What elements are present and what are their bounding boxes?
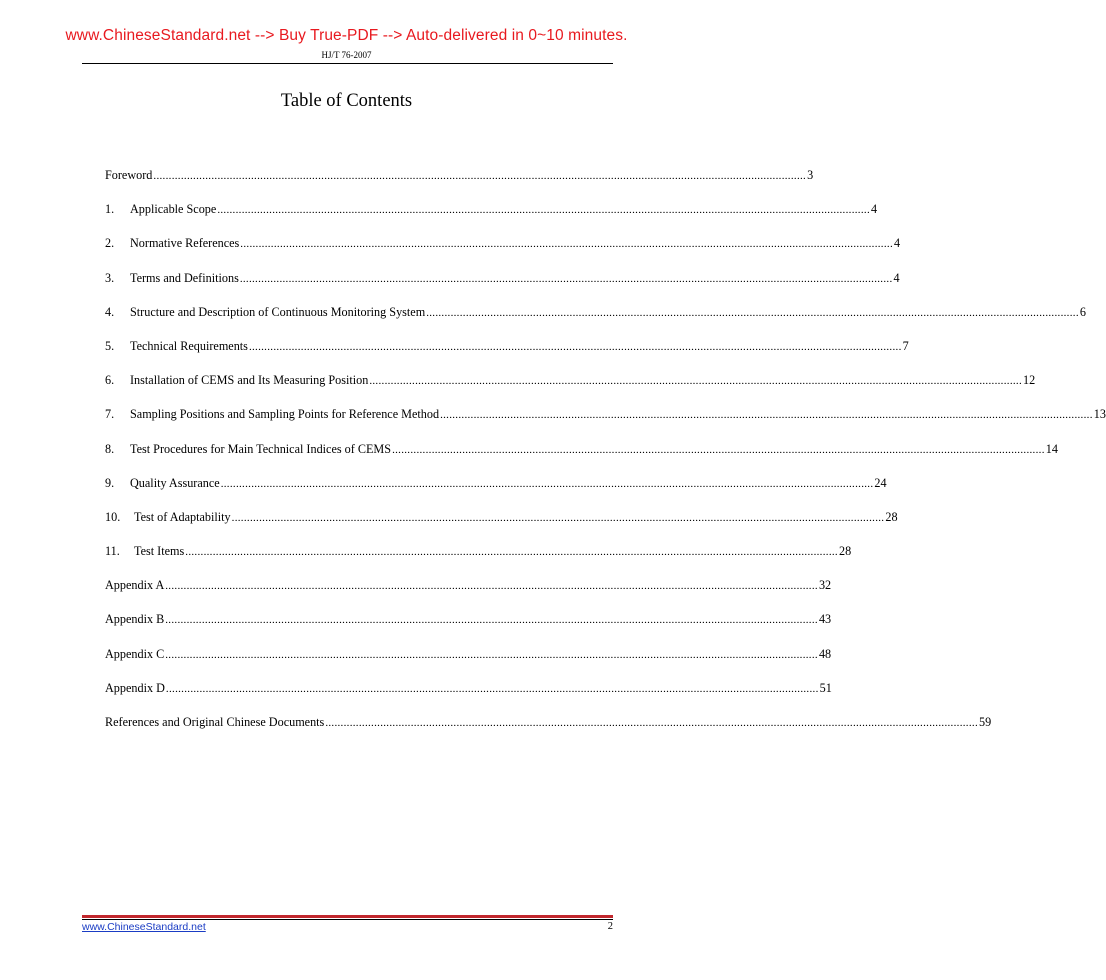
toc-entry-number: 1. — [105, 202, 115, 217]
toc-entry-title: Appendix B — [105, 612, 165, 627]
toc-entry-references[interactable] — [105, 712, 992, 746]
toc-entry-title: Test Items — [134, 544, 185, 559]
toc-dot-leader: ...................................................................................................................................................................................................................... — [248, 340, 902, 353]
toc-entry-page: 4 — [871, 202, 878, 217]
toc-entry-page: 4 — [893, 270, 900, 285]
toc-entry-title: Normative References — [130, 236, 240, 251]
toc-entry-9[interactable] — [105, 473, 887, 507]
toc-dot-leader: ...................................................................................................................................................................................................................... — [165, 614, 818, 627]
toc-dot-leader: ...................................................................................................................................................................................................................... — [231, 511, 885, 524]
toc-entry-number: 3. — [105, 270, 115, 285]
toc-list — [105, 165, 1106, 746]
toc-entry-title: Test of Adaptability — [134, 509, 231, 524]
toc-entry-number: 9. — [105, 475, 115, 490]
toc-entry-number: 6. — [105, 373, 115, 388]
toc-entry-number: 7. — [105, 407, 115, 422]
toc-entry-4[interactable] — [105, 302, 1086, 336]
toc-entry-2[interactable] — [105, 233, 901, 267]
toc-dot-leader: ...................................................................................................................................................................................................................... — [239, 272, 893, 285]
toc-entry-10[interactable] — [105, 507, 898, 541]
toc-dot-leader: ...................................................................................................................................................................................................................... — [165, 682, 819, 695]
toc-dot-leader: ...................................................................................................................................................................................................................... — [165, 648, 818, 661]
toc-entry-11[interactable] — [105, 541, 852, 575]
toc-entry-number: 8. — [105, 441, 115, 456]
toc-entry-title: Installation of CEMS and Its Measuring Position — [130, 373, 369, 388]
toc-entry-page: 48 — [818, 646, 832, 661]
toc-entry-page: 24 — [874, 475, 887, 490]
standard-code: HJ/T 76-2007 — [321, 50, 372, 60]
toc-entry-5[interactable] — [105, 336, 909, 370]
toc-entry-number: 10. — [105, 509, 121, 524]
toc-entry-foreword[interactable] — [105, 165, 814, 199]
toc-entry-1[interactable] — [105, 199, 878, 233]
toc-dot-leader: ...................................................................................................................................................................................................................... — [325, 717, 979, 729]
toc-entry-page: 13 — [1093, 407, 1106, 422]
toc-entry-page: 43 — [818, 612, 832, 627]
toc-dot-leader: ...................................................................................................................................................................................................................... — [426, 306, 1079, 319]
toc-entry-appendix-d[interactable] — [105, 678, 832, 712]
footer-website-link[interactable]: www.ChineseStandard.net — [82, 921, 206, 933]
footer-divider-red — [82, 915, 613, 918]
toc-entry-title: Appendix D — [105, 680, 165, 695]
toc-entry-8[interactable] — [105, 439, 1058, 473]
toc-entry-title: References and Original Chinese Documents — [105, 715, 325, 729]
toc-dot-leader: ...................................................................................................................................................................................................................... — [369, 375, 1023, 388]
toc-entry-page: 12 — [1023, 373, 1036, 388]
toc-entry-page: 3 — [807, 168, 814, 182]
toc-dot-leader: ...................................................................................................................................................................................................................... — [165, 580, 818, 593]
toc-dot-leader: ...................................................................................................................................................................................................................... — [153, 170, 807, 182]
toc-dot-leader: ...................................................................................................................................................................................................................... — [185, 546, 838, 559]
toc-entry-title: Applicable Scope — [130, 202, 217, 217]
toc-entry-title: Appendix C — [105, 646, 165, 661]
toc-entry-appendix-c[interactable] — [105, 644, 832, 678]
toc-entry-title: Appendix A — [105, 578, 165, 593]
toc-entry-6[interactable] — [105, 370, 1036, 404]
toc-entry-title: Foreword — [105, 168, 153, 182]
toc-entry-number: 11. — [105, 544, 120, 559]
header-divider — [82, 63, 613, 64]
toc-entry-3[interactable] — [105, 268, 900, 302]
toc-entry-page: 32 — [818, 578, 832, 593]
toc-entry-appendix-a[interactable] — [105, 575, 832, 609]
toc-entry-page: 59 — [979, 715, 992, 729]
toc-entry-title: Test Procedures for Main Technical Indices of CEMS — [130, 441, 392, 456]
page-number: 2 — [607, 921, 613, 932]
toc-entry-title: Structure and Description of Continuous Monitoring System — [130, 304, 426, 319]
toc-entry-page: 14 — [1045, 441, 1058, 456]
toc-entry-number: 5. — [105, 338, 115, 353]
toc-title: Table of Contents — [280, 91, 413, 111]
toc-entry-page: 51 — [819, 680, 832, 695]
toc-entry-title: Quality Assurance — [130, 475, 220, 490]
toc-entry-page: 28 — [838, 544, 852, 559]
toc-entry-page: 28 — [885, 509, 898, 524]
toc-dot-leader: ...................................................................................................................................................................................................................... — [220, 477, 874, 490]
toc-entry-page: 7 — [902, 338, 909, 353]
toc-entry-number: 2. — [105, 236, 115, 251]
toc-entry-page: 6 — [1079, 304, 1086, 319]
toc-entry-title: Technical Requirements — [130, 338, 248, 353]
toc-entry-number: 4. — [105, 304, 115, 319]
toc-dot-leader: ...................................................................................................................................................................................................................... — [240, 238, 893, 251]
toc-entry-7[interactable] — [105, 404, 1106, 438]
toc-dot-leader: ...................................................................................................................................................................................................................... — [440, 409, 1093, 422]
toc-entry-title: Terms and Definitions — [130, 270, 239, 285]
toc-entry-appendix-b[interactable] — [105, 609, 832, 643]
promo-banner[interactable]: www.ChineseStandard.net --> Buy True-PDF --> Auto-delivered in 0~10 minutes. — [65, 27, 628, 44]
footer-divider — [82, 919, 613, 920]
toc-dot-leader: ...................................................................................................................................................................................................................... — [392, 443, 1045, 456]
toc-entry-page: 4 — [894, 236, 901, 251]
toc-dot-leader: ...................................................................................................................................................................................................................... — [217, 204, 871, 217]
toc-entry-title: Sampling Positions and Sampling Points for Reference Method — [130, 407, 440, 422]
